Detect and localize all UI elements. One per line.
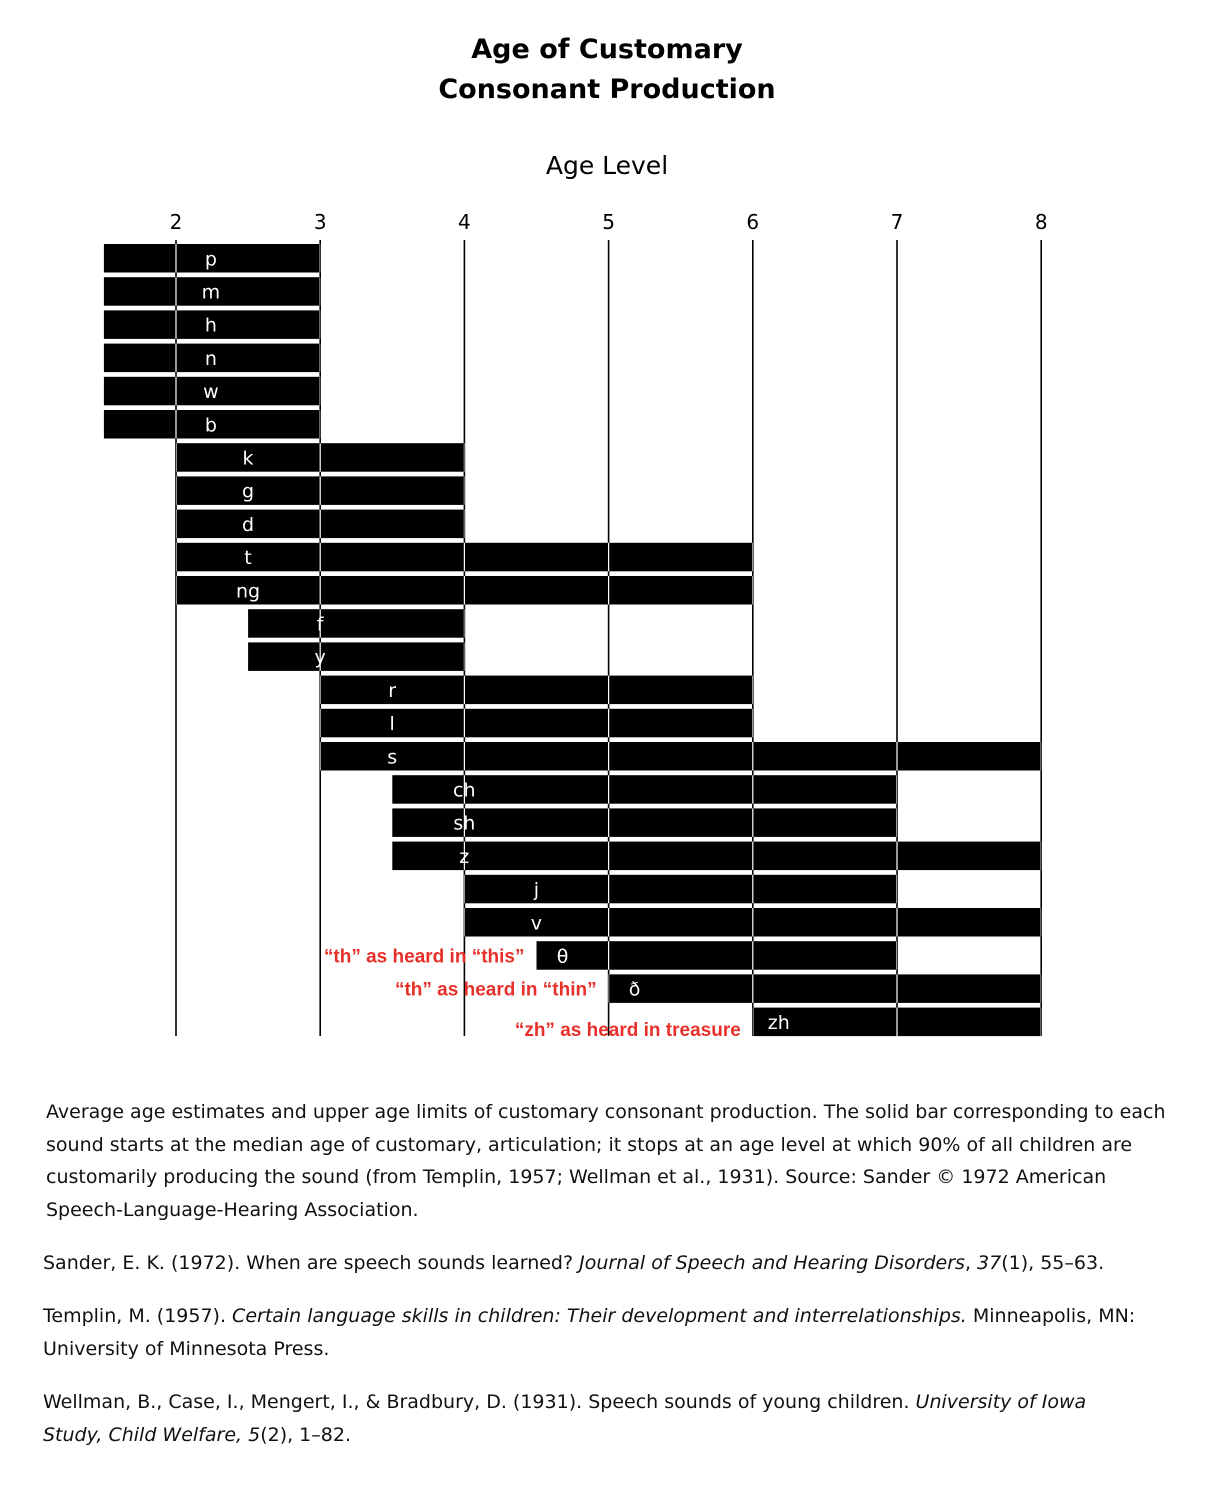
bar-label-zh: zh <box>767 1011 790 1034</box>
bar-label-k: k <box>242 447 254 470</box>
x-axis-ticks <box>170 210 1048 234</box>
reference-sander-sep: , <box>964 1252 978 1274</box>
bar-l <box>320 709 753 738</box>
chart-title-line-2: Consonant Production <box>438 74 776 105</box>
reference-sander-text: Sander, E. K. (1972). When are speech sounds learned? <box>43 1252 580 1274</box>
reference-sander-journal: Journal of Speech and Hearing Disorders <box>579 1252 965 1274</box>
reference-wellman-text: Wellman, B., Case, I., Mengert, I., & Bradbury, D. (1931). Speech sounds of young children. <box>43 1391 916 1413</box>
annotation-1: “th” as heard in “thin” <box>394 979 597 1001</box>
bar-label-g: g <box>241 480 255 503</box>
reference-templin-title: Certain language skills in children: Their development and interrelationships. <box>232 1305 967 1327</box>
bar-label-w: w <box>203 381 219 404</box>
bar-label-ð: ð <box>628 978 641 1001</box>
reference-wellman-pages: (2), 1–82. <box>260 1423 351 1446</box>
reference-wellman <box>43 1386 1143 1451</box>
bar-label-h: h <box>204 314 217 337</box>
annotation-2: “zh” as heard in treasure <box>514 1019 741 1041</box>
bar-y <box>248 642 464 671</box>
bar-label-r: r <box>388 679 397 702</box>
bar-label-y: y <box>314 646 326 669</box>
bar-label-θ: θ <box>556 945 569 968</box>
bar-θ <box>537 941 898 970</box>
x-tick-label: 7 <box>890 210 904 234</box>
bar-label-t: t <box>244 547 252 570</box>
reference-templin-text: Templin, M. (1957). <box>43 1305 233 1327</box>
bar-s <box>320 742 1041 771</box>
reference-sander-pages: (1), 55–63. <box>1001 1252 1105 1274</box>
bar-j <box>464 875 897 904</box>
bar-label-l: l <box>389 713 395 736</box>
bar-ð <box>609 974 1042 1003</box>
x-tick-label: 4 <box>458 210 471 234</box>
bar-label-z: z <box>459 845 470 868</box>
reference-templin <box>43 1300 1143 1365</box>
bars <box>104 244 1041 1036</box>
x-axis-title: Age Level <box>545 151 669 180</box>
annotation-0: “th” as heard in “this” <box>323 946 525 968</box>
chart-title-line-1: Age of Customary <box>471 34 743 65</box>
reference-sander <box>43 1247 1183 1280</box>
bar-label-j: j <box>533 879 540 902</box>
bar-label-ng: ng <box>235 580 261 603</box>
bar-label-b: b <box>204 414 217 437</box>
x-tick-label: 5 <box>602 210 615 234</box>
bar-label-m: m <box>201 281 221 304</box>
reference-sander-volume: 37 <box>977 1252 1002 1274</box>
bar-label-v: v <box>530 912 543 935</box>
x-tick-label: 8 <box>1034 210 1048 234</box>
bar-label-f: f <box>316 613 324 636</box>
reference-templin-publisher: Minneapolis, MN: University of Minnesota Press. <box>43 1305 1136 1360</box>
figure-caption: Average age estimates and upper age limits of customary consonant production. The solid bar corresponding to each sound starts at the median age of customary, articulation; it stops at an age level at which 90% of all children are customarily producing the sound (from Templin, 1957; Wellman et al., 1931). Source: Sander © 1972 American Speech-Language-Hearing Association. <box>46 1101 1166 1221</box>
bar-z <box>392 842 1041 871</box>
bar-f <box>248 609 464 638</box>
bar-label-n: n <box>204 347 217 370</box>
bar-label-s: s <box>387 746 398 769</box>
bar-label-ch: ch <box>453 779 476 802</box>
bar-label-sh: sh <box>453 812 476 835</box>
reference-wellman-journal: University of Iowa Study, Child Welfare, 5 <box>43 1391 1087 1446</box>
x-tick-label: 2 <box>169 210 183 234</box>
x-tick-label: 6 <box>746 210 760 234</box>
bar-r <box>320 676 753 705</box>
bar-label-d: d <box>241 513 255 536</box>
bar-label-p: p <box>204 248 217 271</box>
x-tick-label: 3 <box>313 210 327 234</box>
